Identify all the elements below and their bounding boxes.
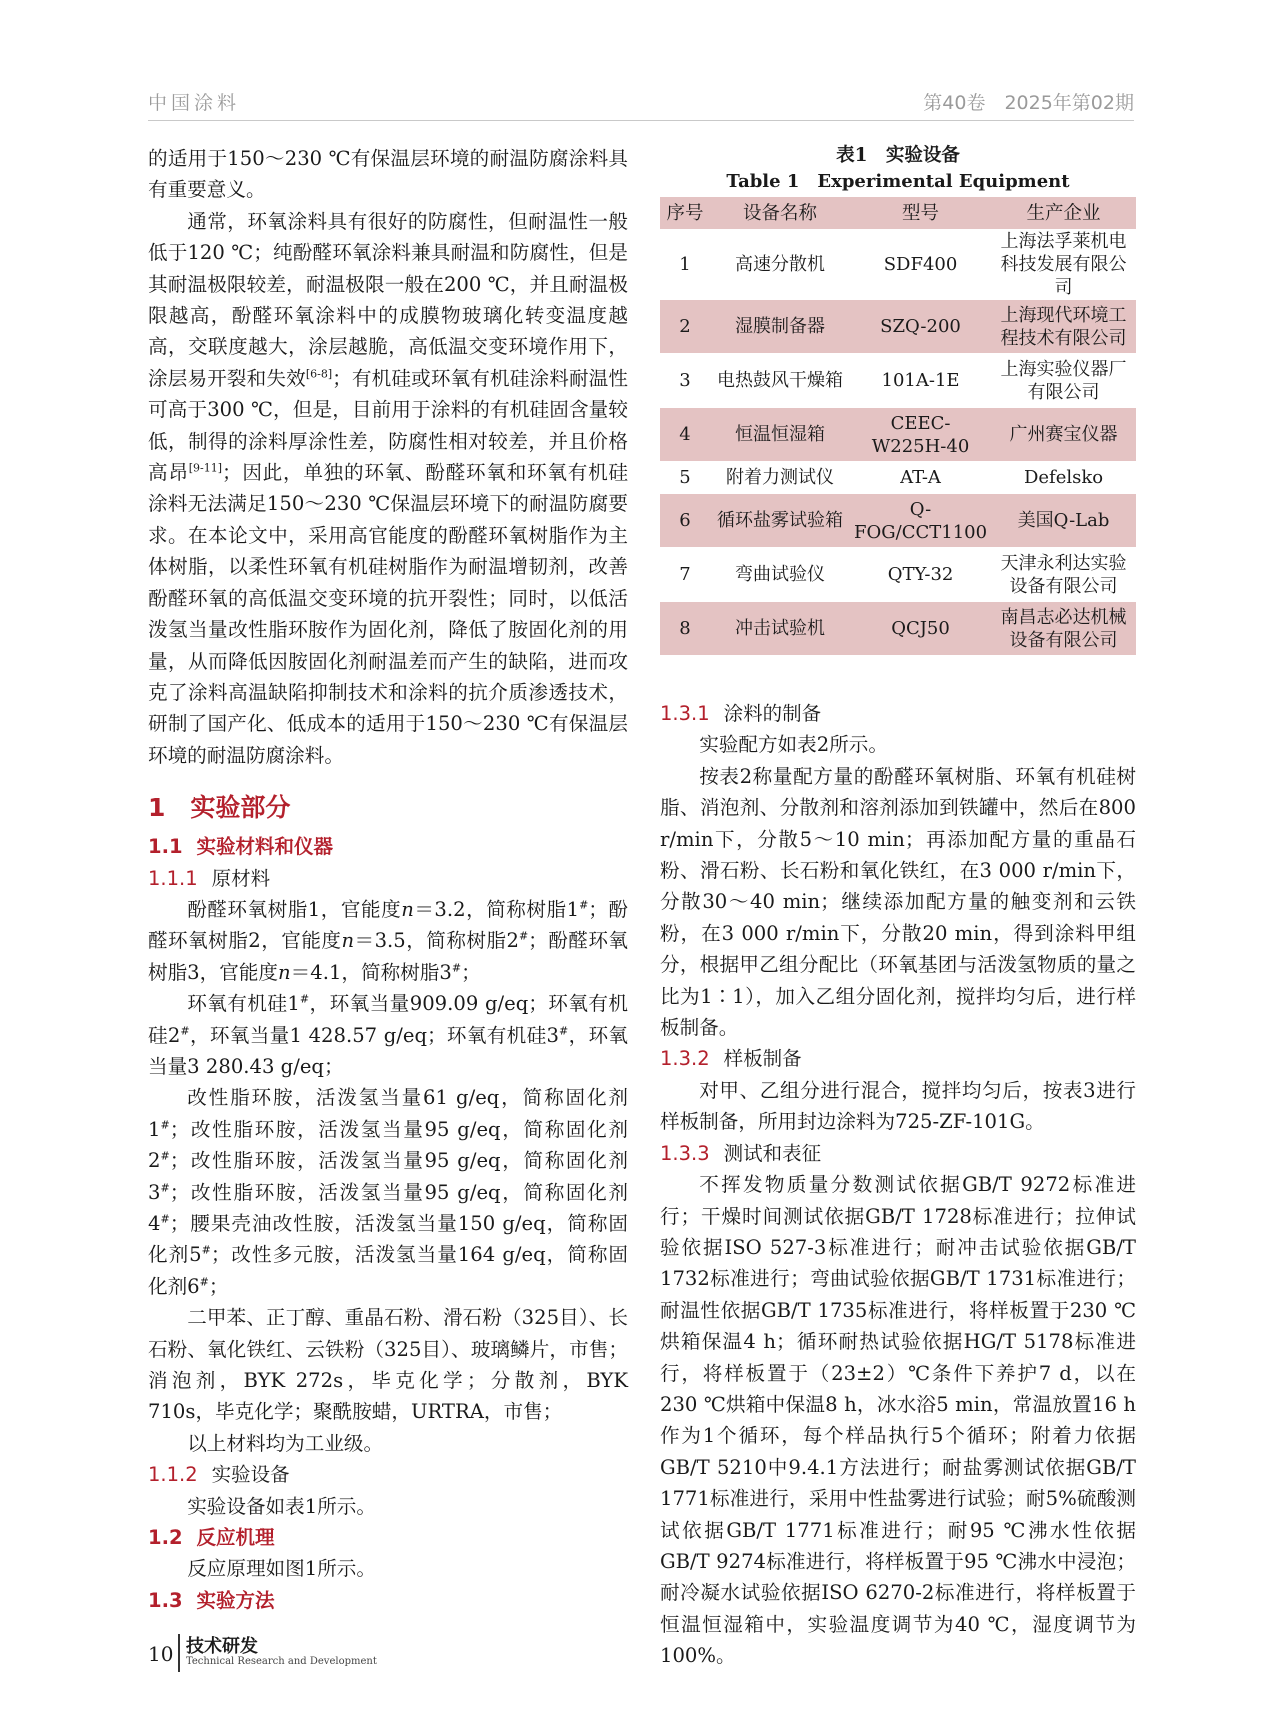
table-row (660, 462, 1136, 494)
table-row (660, 230, 1136, 300)
table-cell: 附着力测试仪 (710, 462, 850, 494)
journal-name: 中国涂料 (148, 92, 241, 114)
paragraph: 不挥发物质量分数测试依据GB/T 9272标准进行；干燥时间测试依据GB/T 1728标准进行；拉伸试验依据ISO 527-3标准进行；耐冲击试验依据GB/T 1732标准进行；弯曲试验依据GB/T 1731标准进行；耐温性依据GB/T 1735标准进行，将样板置于230 ℃烘箱保温4 h；循环耐热试验依据HG/T 5178标准进行，将样板置于（23±2）℃条件下养护7 d，以在230 ℃烘箱中保温8 h，冰水浴5 min，常温放置16 h作为1个循环，每个样品执行5个循环；附着力依据GB/T 5210中9.4.1方法进行；耐盐雾测试依据GB/T 1771标准进行，采用中性盐雾进行试验；耐5%硫酸测试依据GB/T 1771标准进行；耐95 ℃沸水性依据GB/T 9274标准进行，将样板置于95 ℃沸水中浸泡；耐冷凝水试验依据ISO 6270-2标准进行，将样板置于恒温恒湿箱中，实验温度调节为40 ℃，湿度调节为100%。 (660, 1173, 1136, 1668)
issue-info: 第40卷 2025年第02期 (923, 92, 1134, 114)
subsubsection-heading: 1.1.1 原材料 (148, 866, 271, 890)
table-cell: 冲击试验机 (710, 602, 850, 656)
table-cell: QCJ50 (850, 602, 991, 656)
footer-divider (178, 1634, 180, 1672)
citation: [9-11] (188, 461, 222, 475)
paragraph: 环氧有机硅1#，环氧当量909.09 g/eq；环氧有机硅2#，环氧当量1 428.57 g/eq；环氧有机硅3#，环氧当量3 280.43 g/eq； (148, 992, 629, 1078)
table-cell: 弯曲试验仪 (710, 548, 850, 602)
table-cell: 恒温恒湿箱 (710, 408, 850, 462)
table-header-cell: 型号 (850, 197, 991, 230)
table-cell: 高速分散机 (710, 230, 850, 300)
citation: [6-8] (305, 367, 333, 381)
table-cell: 2 (660, 300, 710, 354)
equipment-table (660, 197, 1136, 656)
subsubsection-heading: 1.1.2 实验设备 (148, 1463, 290, 1487)
paragraph: 按表2称量配方量的酚醛环氧树脂、环氧有机硅树脂、消泡剂、分散剂和溶剂添加到铁罐中，然后在800 r/min下，分散5～10 min；再添加配方量的重晶石粉、滑石粉、长石粉和氧化铁红，在3 000 r/min下，分散30～40 min；继续添加配方量的触变剂和云铁粉，在3 000 r/min下，分散20 min，得到涂料甲组分，根据甲乙组分配比（环氧基团与活泼氢物质的量之比为1∶1），加入乙组分固化剂，搅拌均匀后，进行样板制备。 (660, 764, 1136, 1040)
table-row (660, 602, 1136, 656)
paragraph: 对甲、乙组分进行混合，搅拌均匀后，按表3进行样板制备，所用封边涂料为725-ZF-101G。 (660, 1078, 1136, 1134)
running-header (148, 84, 1134, 121)
table-cell: SDF400 (850, 230, 991, 300)
table-header-row (660, 197, 1136, 230)
paragraph: 实验配方如表2所示。 (699, 733, 888, 757)
table-header-cell: 设备名称 (710, 197, 850, 230)
paragraph: 反应原理如图1所示。 (187, 1557, 376, 1581)
table-cell: 电热鼓风干燥箱 (710, 354, 850, 408)
table-caption-cn: 表1 实验设备 (836, 145, 960, 166)
table-cell: 循环盐雾试验箱 (710, 494, 850, 548)
table-cell: SZQ-200 (850, 300, 991, 354)
table-cell: 上海实验仪器厂有限公司 (991, 354, 1136, 408)
table-cell: 3 (660, 354, 710, 408)
table-row (660, 300, 1136, 354)
subsubsection-heading: 1.3.3 测试和表征 (660, 1141, 822, 1165)
table-cell: 上海法孚莱机电科技发展有限公司 (991, 230, 1136, 300)
paragraph: 以上材料均为工业级。 (187, 1431, 384, 1455)
table-cell: 101A-1E (850, 354, 991, 408)
table-cell: 湿膜制备器 (710, 300, 850, 354)
paragraph: 酚醛环氧树脂1，官能度n＝3.2，简称树脂1#；酚醛环氧树脂2，官能度n＝3.5，简称树脂2#；酚醛环氧树脂3，官能度n＝4.1，简称树脂3#； (148, 897, 628, 984)
table-cell: Defelsko (991, 462, 1136, 494)
table-cell: 上海现代环境工程技术有限公司 (991, 300, 1136, 354)
table-cell: 7 (660, 548, 710, 602)
table-row (660, 494, 1136, 548)
paragraph: 二甲苯、正丁醇、重晶石粉、滑石粉（325目）、长石粉、氧化铁红、云铁粉（325目）、玻璃鳞片，市售；消泡剂，BYK 272s，毕克化学；分散剂，BYK 710s，毕克化学；聚酰胺蜡，URTRA，市售； (148, 1306, 628, 1424)
table-cell: Q-FOG/CCT1100 (850, 494, 991, 548)
subsubsection-heading: 1.3.1 涂料的制备 (660, 702, 822, 725)
subsection-heading: 1.3 实验方法 (148, 1588, 275, 1612)
table-cell: CEEC-W225H-40 (850, 408, 991, 462)
table-header-cell: 序号 (660, 197, 710, 230)
table-header-cell: 生产企业 (991, 197, 1136, 230)
footer-section-en: Technical Research and Development (186, 1656, 377, 1667)
subsection-heading: 1.1 实验材料和仪器 (148, 835, 334, 859)
left-column (148, 143, 628, 1616)
table-cell: 南昌志必达机械设备有限公司 (991, 602, 1136, 656)
table-row (660, 408, 1136, 462)
right-column (660, 143, 1136, 1672)
subsubsection-heading: 1.3.2 样板制备 (660, 1047, 802, 1071)
table-cell: 美国Q-Lab (991, 494, 1136, 548)
page-number: 10 (148, 1642, 174, 1666)
table-row (660, 548, 1136, 602)
table-caption-en: Table 1 Experimental Equipment (726, 171, 1070, 192)
section-heading: 1 实验部分 (148, 793, 291, 823)
table-cell: 8 (660, 602, 710, 656)
paragraph: 通常，环氧涂料具有很好的防腐性，但耐温性一般低于120 ℃；纯酚醛环氧涂料兼具耐温和防腐性，但是其耐温极限较差，耐温极限一般在200 ℃，并且耐温极限越高，酚醛环氧涂料中的成膜物玻璃化转变温度越高，交联度越大，涂层越脆，高低温交变环境作用下，涂层易开裂和失效[6-8]；有机硅或环氧有机硅涂料耐温性可高于300 ℃，但是，目前用于涂料的有机硅固含量较低，制得的涂料厚涂性差，防腐性相对较差，并且价格高昂[9-11]；因此，单独的环氧、酚醛环氧和环氧有机硅涂料无法满足150～230 ℃保温层环境下的耐温防腐要求。在本论文中，采用高官能度的酚醛环氧树脂作为主体树脂，以柔性环氧有机硅树脂作为耐温增韧剂，改善酚醛环氧的高低温交变环境的抗开裂性；同时，以低活泼氢当量改性脂环胺作为固化剂，降低了胺固化剂的用量，从而降低因胺固化剂耐温差而产生的缺陷，进而攻克了涂料高温缺陷抑制技术和涂料的抗介质渗透技术，研制了国产化、低成本的适用于150～230 ℃有保温层环境的耐温防腐涂料。 (148, 209, 629, 767)
table-cell: 5 (660, 462, 710, 494)
footer-section-cn: 技术研发 (186, 1636, 258, 1657)
subsection-heading: 1.2 反应机理 (148, 1526, 275, 1550)
paragraph: 改性脂环胺，活泼氢当量61 g/eq，简称固化剂1#；改性脂环胺，活泼氢当量95 g/eq，简称固化剂2#；改性脂环胺，活泼氢当量95 g/eq，简称固化剂3#；改性脂环胺，活泼氢当量95 g/eq，简称固化剂4#；腰果壳油改性胺，活泼氢当量150 g/eq，简称固化剂5#；改性多元胺，活泼氢当量164 g/eq，简称固化剂6#； (148, 1086, 628, 1298)
table-cell: 广州赛宝仪器 (991, 408, 1136, 462)
table-row (660, 354, 1136, 408)
table-cell: 天津永利达实验设备有限公司 (991, 548, 1136, 602)
table-cell: QTY-32 (850, 548, 991, 602)
table-cell: 4 (660, 408, 710, 462)
table-cell: 6 (660, 494, 710, 548)
paragraph: 的适用于150～230 ℃有保温层环境的耐温防腐涂料具有重要意义。 (148, 147, 628, 202)
paragraph: 实验设备如表1所示。 (187, 1494, 376, 1518)
table-cell: AT-A (850, 462, 991, 494)
table-cell: 1 (660, 230, 710, 300)
